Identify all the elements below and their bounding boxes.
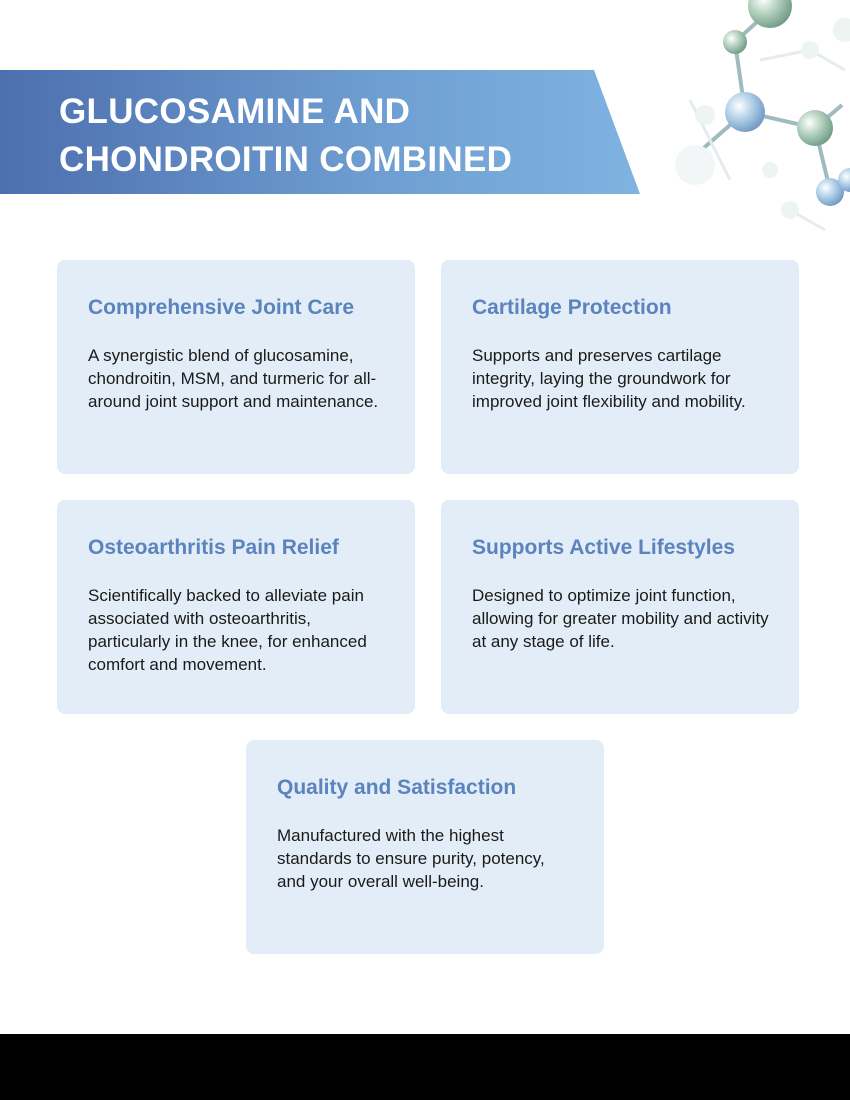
feature-card-quality (246, 740, 604, 954)
footer-bar (0, 1034, 850, 1100)
card-body: A synergistic blend of glucosamine, chondroitin, MSM, and turmeric for all-around joint support and maintenance. (88, 346, 379, 411)
card-body: Designed to optimize joint function, allowing for greater mobility and activity at any stage of life. (472, 586, 769, 651)
feature-card-joint-care (57, 260, 415, 474)
molecule-illustration (610, 0, 850, 260)
feature-card-active-lifestyles (441, 500, 799, 714)
card-title: Quality and Satisfaction (277, 776, 517, 799)
feature-card-pain-relief (57, 500, 415, 714)
card-title: Supports Active Lifestyles (472, 536, 735, 559)
card-title: Comprehensive Joint Care (88, 296, 355, 319)
card-body: Manufactured with the highest standards to ensure purity, potency, and your overall well-being. (277, 826, 545, 891)
card-title: Cartilage Protection (472, 296, 672, 319)
card-title: Osteoarthritis Pain Relief (88, 536, 339, 559)
card-body: Supports and preserves cartilage integrity, laying the groundwork for improved joint flexibility and mobility. (472, 346, 746, 411)
card-body: Scientifically backed to alleviate pain associated with osteoarthritis, particularly in the knee, for enhanced comfort and movement. (88, 586, 367, 674)
feature-card-cartilage (441, 260, 799, 474)
page-title: GLUCOSAMINE AND CHONDROITIN COMBINED (59, 92, 513, 179)
